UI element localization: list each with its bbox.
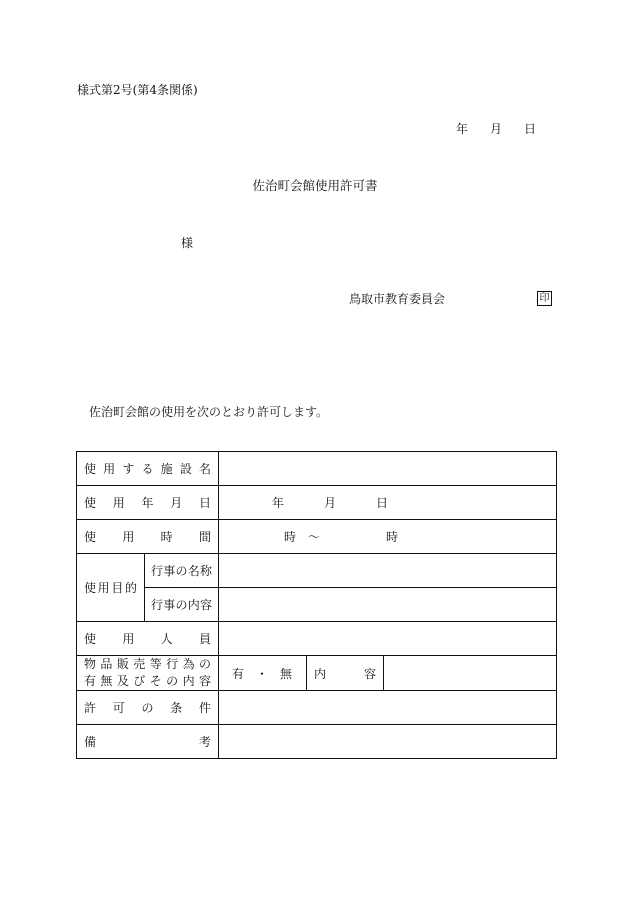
table-row-event-name bbox=[77, 554, 557, 588]
table-row-sales bbox=[77, 656, 557, 691]
date-label: 使用年月日 bbox=[77, 486, 219, 520]
table-row-facility bbox=[77, 452, 557, 486]
seal-mark: 印 bbox=[537, 291, 552, 306]
sales-label-line1: 物品販売等行為の bbox=[84, 657, 212, 671]
issue-date-month: 月 bbox=[490, 122, 503, 136]
sales-label bbox=[77, 656, 219, 691]
sales-no-option[interactable]: 無 bbox=[280, 666, 293, 681]
sales-dot: ・ bbox=[256, 666, 269, 681]
conditions-label: 許可の条件 bbox=[77, 691, 219, 725]
attendees-value[interactable] bbox=[219, 622, 557, 656]
sales-content-label: 内容 bbox=[307, 656, 384, 691]
table-row-date bbox=[77, 486, 557, 520]
table-row-event-detail bbox=[77, 588, 557, 622]
event-detail-value[interactable] bbox=[219, 588, 557, 622]
remarks-value[interactable] bbox=[219, 725, 557, 759]
time-end-unit: 時 bbox=[386, 530, 399, 544]
sales-content-value[interactable] bbox=[384, 656, 557, 691]
sales-yes-no[interactable] bbox=[219, 656, 307, 691]
issue-date-year: 年 bbox=[456, 122, 469, 136]
sales-yes-option[interactable]: 有 bbox=[232, 666, 245, 681]
event-detail-label: 行事の内容 bbox=[145, 588, 219, 622]
sales-label-line2: 有無及びその内容 bbox=[84, 674, 212, 688]
table-row-conditions bbox=[77, 691, 557, 725]
issuer-name: 鳥取市教育委員会 bbox=[349, 292, 446, 306]
conditions-value[interactable] bbox=[219, 691, 557, 725]
issue-date bbox=[456, 121, 536, 137]
attendees-label: 使用人員 bbox=[77, 622, 219, 656]
time-label: 使用時間 bbox=[77, 520, 219, 554]
table-row-remarks bbox=[77, 725, 557, 759]
time-value[interactable] bbox=[219, 520, 557, 554]
table-row-time bbox=[77, 520, 557, 554]
addressee-suffix: 様 bbox=[181, 236, 194, 250]
issue-date-day: 日 bbox=[524, 122, 537, 136]
purpose-label: 使用目的 bbox=[77, 554, 145, 622]
facility-label: 使用する施設名 bbox=[77, 452, 219, 486]
date-month-unit: 月 bbox=[324, 496, 337, 510]
time-separator: 〜 bbox=[308, 530, 321, 544]
form-number: 様式第2号(第4条関係) bbox=[77, 83, 198, 97]
event-name-value[interactable] bbox=[219, 554, 557, 588]
facility-value[interactable] bbox=[219, 452, 557, 486]
table-row-attendees bbox=[77, 622, 557, 656]
remarks-label: 備考 bbox=[77, 725, 219, 759]
date-year-unit: 年 bbox=[272, 496, 285, 510]
permit-form-table bbox=[76, 451, 557, 759]
date-day-unit: 日 bbox=[376, 496, 389, 510]
event-name-label: 行事の名称 bbox=[145, 554, 219, 588]
intro-text: 佐治町会館の使用を次のとおり許可します。 bbox=[89, 405, 329, 419]
date-value[interactable] bbox=[219, 486, 557, 520]
time-start-unit: 時 bbox=[284, 530, 297, 544]
document-title: 佐治町会館使用許可書 bbox=[252, 178, 378, 193]
